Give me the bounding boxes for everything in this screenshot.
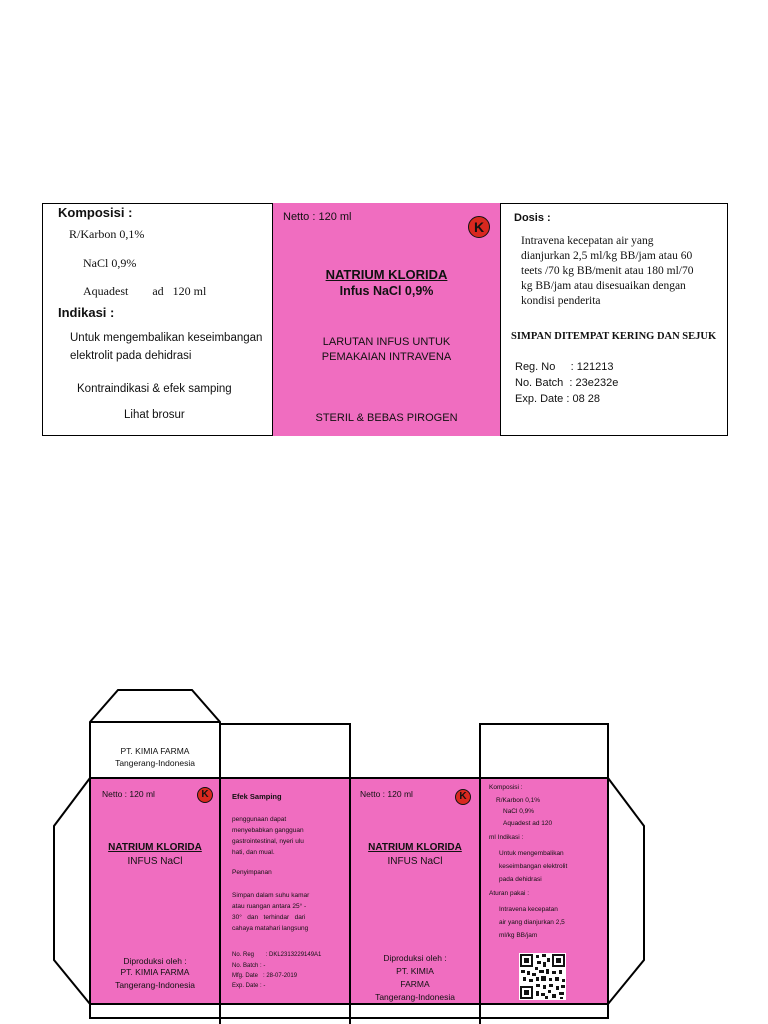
indikasi-line: Untuk mengembalikan keseimbangan	[70, 332, 263, 344]
box-komposisi-item: R/Karbon 0,1%	[496, 797, 541, 804]
product-desc-line: LARUTAN INFUS UNTUK	[322, 336, 451, 348]
efek-line: hati, dan mual.	[232, 849, 275, 856]
box-batch: No. Batch : -	[232, 963, 266, 969]
product-subtitle: Infus NaCl 0,9%	[339, 284, 434, 298]
kontraindikasi-text: Kontraindikasi & efek samping	[77, 383, 232, 395]
box-company-2a: PT. KIMIA	[396, 966, 434, 976]
kimia-farma-logo-icon: K	[455, 789, 471, 805]
dosis-line: dianjurkan 2,5 ml/kg BB/jam atau 60	[521, 250, 693, 262]
komposisi-item: Aquadest ad 120 ml	[83, 284, 207, 298]
penyimpanan-line: cahaya matahari langsung	[232, 925, 309, 932]
box-aturan-line: ml/kg BB/jam	[499, 932, 538, 939]
side-panel-1-fill	[220, 778, 350, 1004]
komposisi-item: NaCl 0,9%	[83, 256, 137, 270]
box-produced-by-1: Diproduksi oleh :	[123, 956, 187, 966]
top-dust-flap-2	[480, 724, 608, 778]
flap-company: PT. KIMIA FARMA	[120, 746, 190, 756]
product-desc-line: PEMAKAIAN INTRAVENA	[321, 351, 452, 363]
netto-text: Netto : 120 ml	[283, 211, 352, 223]
box-city-2: Tangerang-Indonesia	[375, 992, 455, 1002]
box-subtitle-2: INFUS NaCl	[387, 856, 443, 867]
box-indikasi-title: ml Indikasi :	[489, 834, 524, 841]
penyimpanan-line: atau ruangan antara 25° -	[232, 903, 307, 910]
dosis-line: kondisi penderita	[521, 295, 601, 307]
flap-city: Tangerang-Indonesia	[115, 758, 195, 768]
glue-flap-left	[54, 778, 90, 1004]
lihat-brosur-text: Lihat brosur	[124, 409, 185, 421]
dosis-line: Intravena kecepatan air yang	[521, 235, 654, 247]
product-title: NATRIUM KLORIDA	[325, 267, 448, 282]
efek-line: menyebabkan gangguan	[232, 827, 304, 834]
box-indikasi-line: keseimbangan elektrolit	[499, 863, 568, 870]
box-indikasi-line: Untuk mengembalikan	[499, 850, 564, 857]
box-city-1: Tangerang-Indonesia	[115, 980, 195, 990]
komposisi-item: R/Karbon 0,1%	[69, 227, 145, 241]
penyimpanan-line: 30° dan terhindar dari	[232, 914, 306, 921]
box-indikasi-line: pada dehidrasi	[499, 876, 542, 883]
box-komposisi-item: NaCl 0,9%	[503, 808, 535, 815]
efek-line: penggunaan dapat	[232, 816, 287, 823]
box-subtitle-1: INFUS NaCl	[127, 856, 183, 867]
penyimpanan-title: Penyimpanan	[232, 869, 272, 876]
penyimpanan-line: Simpan dalam suhu kamar	[232, 892, 310, 899]
box-exp: Exp. Date : -	[232, 983, 266, 989]
box-aturan-line: Intravena kecepatan	[499, 906, 558, 913]
box-netto-1: Netto : 120 ml	[102, 789, 155, 799]
box-komposisi-item: Aquadest ad 120	[503, 820, 553, 827]
komposisi-title: Komposisi :	[58, 205, 133, 220]
indikasi-line: elektrolit pada dehidrasi	[70, 350, 192, 362]
kimia-farma-logo-icon: K	[197, 787, 213, 803]
exp-date: Exp. Date : 08 28	[515, 393, 600, 405]
reg-no: Reg. No : 121213	[515, 361, 614, 373]
box-komposisi-title: Komposisi :	[489, 784, 523, 791]
simpan-text: SIMPAN DITEMPAT KERING DAN SEJUK	[511, 331, 717, 342]
box-title-1: NATRIUM KLORIDA	[108, 842, 202, 853]
top-dust-flap-1	[220, 724, 350, 778]
box-produced-by-2: Diproduksi oleh :	[383, 953, 447, 963]
box-title-2: NATRIUM KLORIDA	[368, 842, 462, 853]
efek-title: Efek Samping	[232, 792, 282, 801]
box-aturan-line: air yang dianjurkan 2,5	[499, 919, 565, 926]
qr-code-icon	[519, 953, 566, 1000]
glue-flap-right	[608, 778, 644, 1004]
batch-no: No. Batch : 23e232e	[515, 377, 619, 389]
kimia-farma-logo-icon: K	[468, 216, 490, 238]
box-aturan-title: Aturan pakai :	[489, 890, 530, 897]
box-reg: No. Reg : DKL2313229149A1	[232, 952, 322, 958]
dosis-title: Dosis :	[514, 212, 551, 224]
dosis-line: teets /70 kg BB/menit atau 180 ml/70	[521, 265, 694, 277]
dosis-line: kg BB/jam atau disesuaikan dengan	[521, 280, 686, 292]
box-netto-2: Netto : 120 ml	[360, 789, 413, 799]
steril-text: STERIL & BEBAS PIROGEN	[315, 412, 458, 424]
indikasi-title: Indikasi :	[58, 305, 115, 320]
box-mfg: Mfg. Date : 28-07-2019	[232, 973, 298, 979]
efek-line: gastrointestinal, nyeri ulu	[232, 838, 304, 845]
box-company-2b: FARMA	[400, 979, 430, 989]
box-company-1: PT. KIMIA FARMA	[120, 967, 190, 977]
